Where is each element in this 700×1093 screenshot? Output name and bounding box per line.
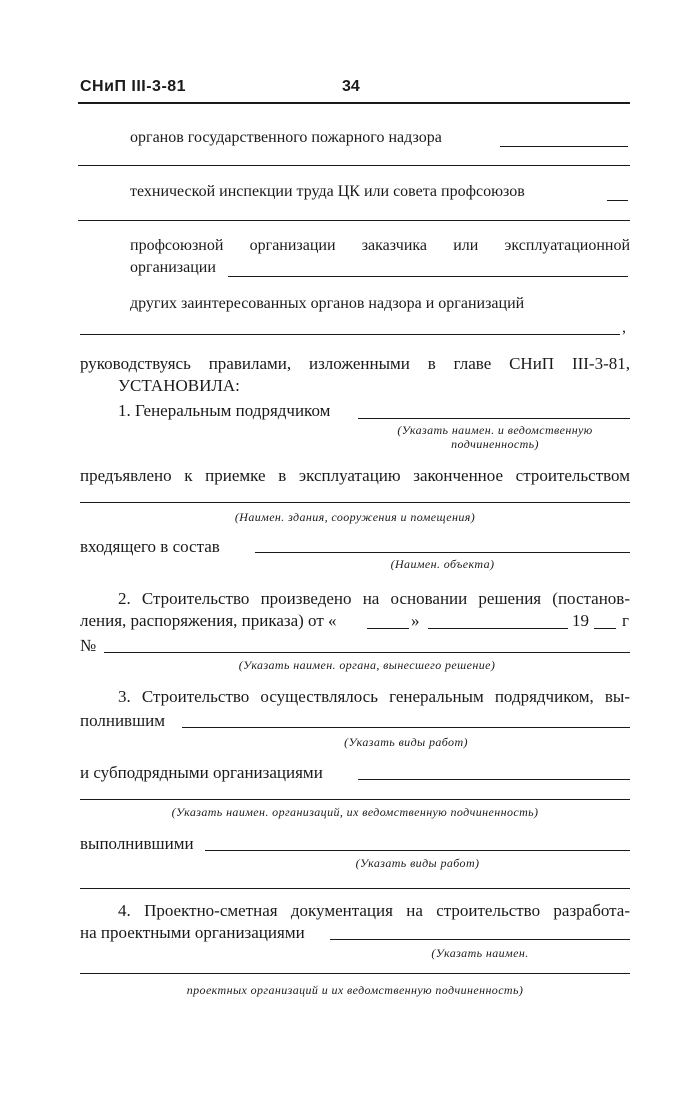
line-labor-inspection: технической инспекции труда ЦК или совета профсоюзов [130, 183, 525, 200]
note-design-orgs-b: проектных организаций и их ведомственную подчиненность) [186, 983, 524, 997]
line-presented-for-acceptance: предъявлено к приемке в эксплуатацию законченное строительством [80, 466, 630, 485]
blank-decision-number [104, 652, 630, 653]
header-rule [78, 102, 630, 104]
note-building-name: (Наимен. здания, сооружения и помещения) [234, 510, 476, 524]
blank-fire-supervision [500, 146, 628, 147]
item-2-construction-basis: 2. Строительство произведено на основании решения (постанов- [118, 589, 630, 608]
note-object-name: (Наимен. объекта) [390, 557, 495, 571]
item-3-carried-out: 3. Строительство осуществлялось генеральным подрядчиком, вы- [118, 687, 630, 706]
note-subcontractors: (Указать наимен. организаций, их ведомственную подчиненность) [171, 805, 539, 819]
blank-organization [228, 276, 628, 277]
rule-2 [78, 220, 630, 221]
rule-1 [78, 165, 630, 166]
quote-close: » [411, 611, 420, 630]
rule-subcontractors [80, 799, 630, 800]
blank-other-bodies [80, 334, 620, 335]
note-issuing-body: (Указать наимен. органа, вынесшего решение) [238, 658, 496, 672]
blank-object-name [255, 552, 630, 553]
line-guided-by: руководствуясь правилами, изложенными в главе СНиП III-3-81, [80, 354, 630, 373]
line-other-bodies: других заинтересованных органов надзора и организаций [130, 295, 525, 312]
line-performed: выполнившими [80, 834, 194, 853]
line-comma: , [622, 319, 626, 336]
item-4-design-documentation: 4. Проектно-сметная документация на строительство разработа- [118, 901, 630, 920]
blank-labor-inspection [607, 200, 628, 201]
blank-design-organizations [330, 939, 630, 940]
blank-subcontractors [358, 779, 630, 780]
line-fire-supervision: органов государственного пожарного надзора [130, 129, 442, 146]
established-heading: УСТАНОВИЛА: [118, 376, 240, 395]
line-order-from: ления, распоряжения, приказа) от « [80, 611, 337, 630]
note-design-orgs-a: (Указать наимен. [431, 946, 529, 960]
note-subordination: подчиненность) [451, 437, 539, 451]
blank-month [428, 628, 568, 629]
blank-work-types-2 [205, 850, 630, 851]
year-suffix: г [622, 611, 629, 630]
note-name-subordination: (Указать наимен. и ведомственную [397, 423, 593, 437]
blank-general-contractor [358, 418, 630, 419]
blank-year [594, 628, 616, 629]
rule-4 [80, 973, 630, 974]
line-design-organizations: на проектными организациями [80, 923, 305, 942]
year-prefix: 19 [572, 611, 589, 630]
line-organization: организации [130, 259, 216, 276]
note-work-types-2: (Указать виды работ) [355, 856, 480, 870]
blank-work-types-1 [182, 727, 630, 728]
blank-day [367, 628, 409, 629]
rule-3 [80, 888, 630, 889]
page-number: 34 [342, 78, 360, 95]
line-part-of: входящего в состав [80, 537, 220, 556]
number-sign: № [80, 636, 97, 655]
line-performing: полнившим [80, 711, 166, 730]
document-code: СНиП III-3-81 [80, 78, 187, 95]
note-work-types-1: (Указать виды работ) [344, 735, 468, 749]
item-1-general-contractor: 1. Генеральным подрядчиком [118, 401, 331, 420]
blank-building-name [80, 502, 630, 503]
line-subcontractors: и субподрядными организациями [80, 763, 323, 782]
line-trade-union: профсоюзной организации заказчика или эксплуатационной [130, 237, 630, 254]
